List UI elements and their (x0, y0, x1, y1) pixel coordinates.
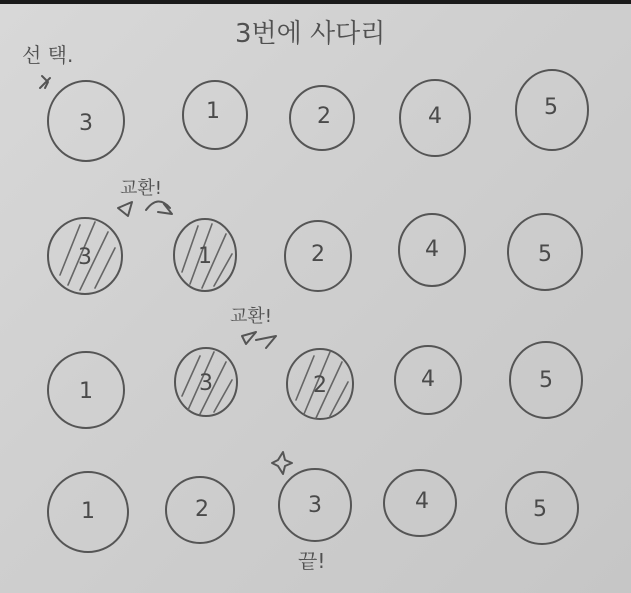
done-star-icon (272, 452, 292, 474)
swap-arrow-icon-2 (242, 332, 276, 348)
swap-annotation-2: 교환! (230, 306, 272, 327)
circle-value: 5 (544, 95, 558, 120)
page-title: 3번에 사다리 (235, 19, 386, 49)
row-4 (48, 469, 578, 552)
circle-value: 2 (195, 497, 209, 522)
select-annotation: 선 택. (22, 43, 74, 67)
row-2 (48, 214, 582, 294)
done-annotation: 끝! (298, 549, 326, 573)
circle-value: 4 (421, 367, 435, 392)
circle-value: 4 (415, 489, 429, 514)
select-star-icon (40, 76, 50, 88)
circle-value: 2 (317, 104, 331, 129)
circle-value: 3 (78, 245, 92, 270)
circle-value: 3 (79, 111, 93, 136)
swap-arrow-icon-1 (118, 201, 172, 216)
swap-annotation-1: 교환! (120, 178, 162, 199)
circle-value: 3 (199, 371, 213, 396)
row-1 (48, 70, 588, 161)
circle-value: 1 (206, 99, 220, 124)
circle-value: 4 (425, 237, 439, 262)
circle-value: 3 (308, 493, 322, 518)
circle-value: 4 (428, 104, 442, 129)
circle-value: 2 (313, 373, 327, 398)
circle-value: 1 (81, 499, 95, 524)
row-3 (48, 342, 582, 428)
circle-value: 5 (539, 368, 553, 393)
circle-value: 1 (79, 379, 93, 404)
circle-value: 1 (198, 244, 212, 269)
circle-value: 5 (533, 497, 547, 522)
circle-value: 2 (311, 242, 325, 267)
circle-value: 5 (538, 242, 552, 267)
